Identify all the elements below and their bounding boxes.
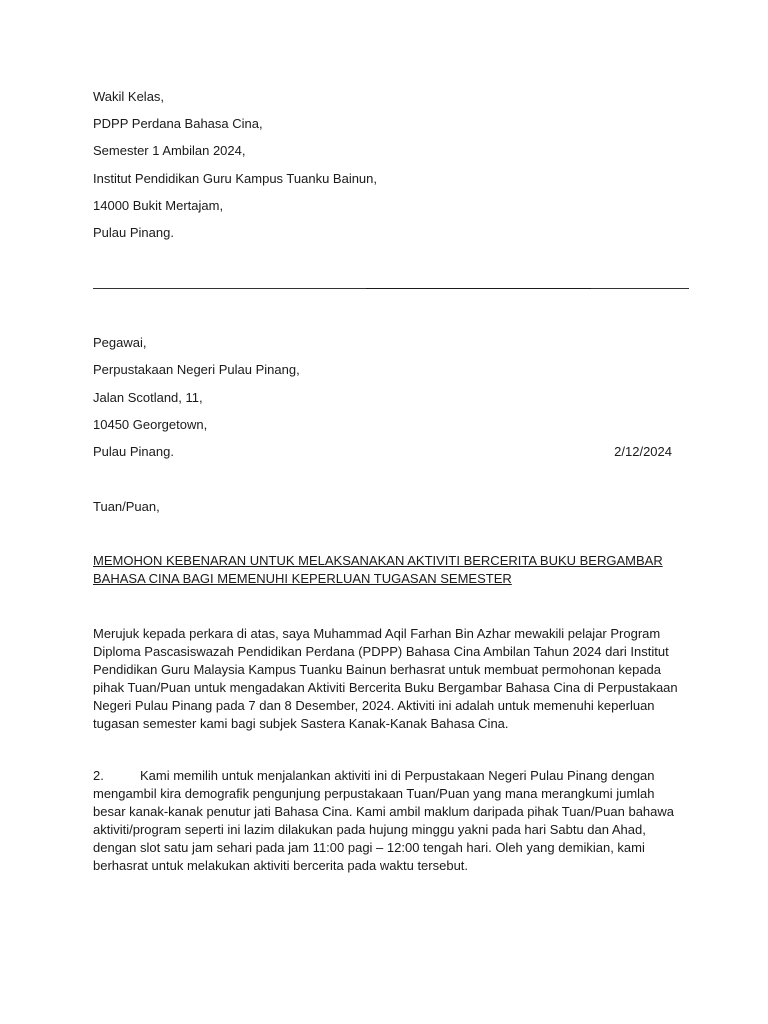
body-paragraph-1: Merujuk kepada perkara di atas, saya Muhammad Aqil Farhan Bin Azhar mewakili pelajar Program Diploma Pascasiswazah Pendidikan Perdana (PDPP) Bahasa Cina Ambilan Tahun 2024 dari Institut Pendidikan Guru Malaysia Kampus Tuanku Bainun berhasrat untuk membuat permohonan kepada pihak Tuan/Puan untuk mengadakan Aktiviti Bercerita Buku Bergambar Bahasa Cina di Perpustakaan Negeri Pulau Pinang pada 7 dan 8 Desember, 2024. Aktiviti ini adalah untuk memenuhi keperluan tugasan semester kami bagi subjek Sastera Kanak-Kanak Bahasa Cina. [93, 626, 678, 731]
salutation: Tuan/Puan, [93, 499, 160, 514]
recipient-line-5: Pulau Pinang. [93, 444, 174, 459]
separator-line-accent [366, 288, 591, 289]
recipient-line-2: Perpustakaan Negeri Pulau Pinang, [93, 362, 300, 377]
recipient-line-1: Pegawai, [93, 335, 147, 350]
body-paragraph-2 [93, 767, 685, 875]
sender-line-4: Institut Pendidikan Guru Kampus Tuanku Bainun, [93, 171, 378, 186]
sender-line-3: Semester 1 Ambilan 2024, [93, 143, 246, 158]
sender-line-6: Pulau Pinang. [93, 225, 174, 240]
recipient-line-4: 10450 Georgetown, [93, 417, 208, 432]
letter-subject: MEMOHON KEBENARAN UNTUK MELAKSANAKAN AKTIVITI BERCERITA BUKU BERGAMBAR BAHASA CINA BAGI MEMENUHI KEPERLUAN TUGASAN SEMESTER [93, 553, 663, 586]
sender-line-5: 14000 Bukit Mertajam, [93, 198, 224, 213]
sender-line-2: PDPP Perdana Bahasa Cina, [93, 116, 263, 131]
body-paragraph-2-text: Kami memilih untuk menjalankan aktiviti ini di Perpustakaan Negeri Pulau Pinang dengan mengambil kira demografik pengunjung perpustakaan Tuan/Puan yang mana merangkumi jumlah besar kanak-kanak penutur jati Bahasa Cina. Kami ambil maklum daripada pihak Tuan/Puan bahawa aktiviti/program seperti ini lazim dilakukan pada hujung minggu yakni pada hari Sabtu dan Ahad, dengan slot satu jam sehari pada jam 11:00 pagi – 12:00 tengah hari. Oleh yang demikian, kami berhasrat untuk melakukan aktiviti bercerita pada waktu tersebut. [93, 768, 675, 873]
letter-date: 2/12/2024 [614, 444, 672, 459]
paragraph-number: 2. [93, 768, 104, 783]
sender-line-1: Wakil Kelas, [93, 89, 165, 104]
recipient-line-3: Jalan Scotland, 11, [93, 390, 203, 405]
